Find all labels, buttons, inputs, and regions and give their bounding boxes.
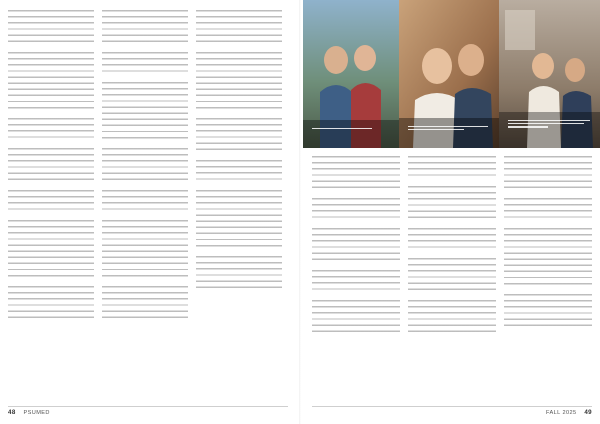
right-column-3 xyxy=(504,156,592,336)
body-paragraph xyxy=(408,258,496,294)
body-paragraph xyxy=(504,156,592,192)
left-column-1 xyxy=(8,10,94,328)
right-column-2 xyxy=(408,156,496,342)
left-column-2 xyxy=(102,10,188,328)
body-paragraph xyxy=(102,148,188,184)
body-paragraph xyxy=(102,82,188,142)
issue-label: FALL 2025 xyxy=(546,410,577,416)
photo-couple-caption xyxy=(312,126,388,131)
body-paragraph xyxy=(504,228,592,288)
body-paragraph xyxy=(312,156,400,192)
body-paragraph xyxy=(408,300,496,336)
body-paragraph xyxy=(8,148,94,184)
body-paragraph xyxy=(102,190,188,214)
body-paragraph xyxy=(196,160,282,184)
left-column-3 xyxy=(196,10,282,298)
footer-rule xyxy=(312,406,592,407)
right-column-1 xyxy=(312,156,400,342)
page-number: 48 xyxy=(8,409,16,416)
body-paragraph xyxy=(8,286,94,322)
body-paragraph xyxy=(408,156,496,180)
body-paragraph xyxy=(312,198,400,222)
body-paragraph xyxy=(312,228,400,264)
body-paragraph xyxy=(8,118,94,142)
body-paragraph xyxy=(408,228,496,252)
body-paragraph xyxy=(8,190,94,214)
publication-name: PSUMED xyxy=(23,410,50,416)
body-paragraph xyxy=(504,294,592,330)
left-page-footer xyxy=(8,409,288,419)
page-gutter xyxy=(299,0,301,424)
body-paragraph xyxy=(196,118,282,154)
body-paragraph xyxy=(102,52,188,76)
footer-rule xyxy=(8,406,288,407)
body-paragraph xyxy=(8,220,94,280)
body-paragraph xyxy=(312,270,400,294)
body-paragraph xyxy=(196,52,282,112)
body-paragraph xyxy=(196,10,282,46)
body-paragraph xyxy=(504,198,592,222)
body-paragraph xyxy=(408,186,496,222)
body-paragraph xyxy=(102,10,188,46)
photo-family-caption xyxy=(408,124,492,132)
body-paragraph xyxy=(102,220,188,280)
body-paragraph xyxy=(196,256,282,292)
photo-hallway-caption xyxy=(508,118,594,129)
body-paragraph xyxy=(8,52,94,112)
page-number: 49 xyxy=(584,409,592,416)
body-paragraph xyxy=(196,190,282,250)
right-page-footer xyxy=(312,409,592,419)
body-paragraph xyxy=(8,10,94,46)
body-paragraph xyxy=(312,300,400,336)
body-paragraph xyxy=(102,286,188,322)
